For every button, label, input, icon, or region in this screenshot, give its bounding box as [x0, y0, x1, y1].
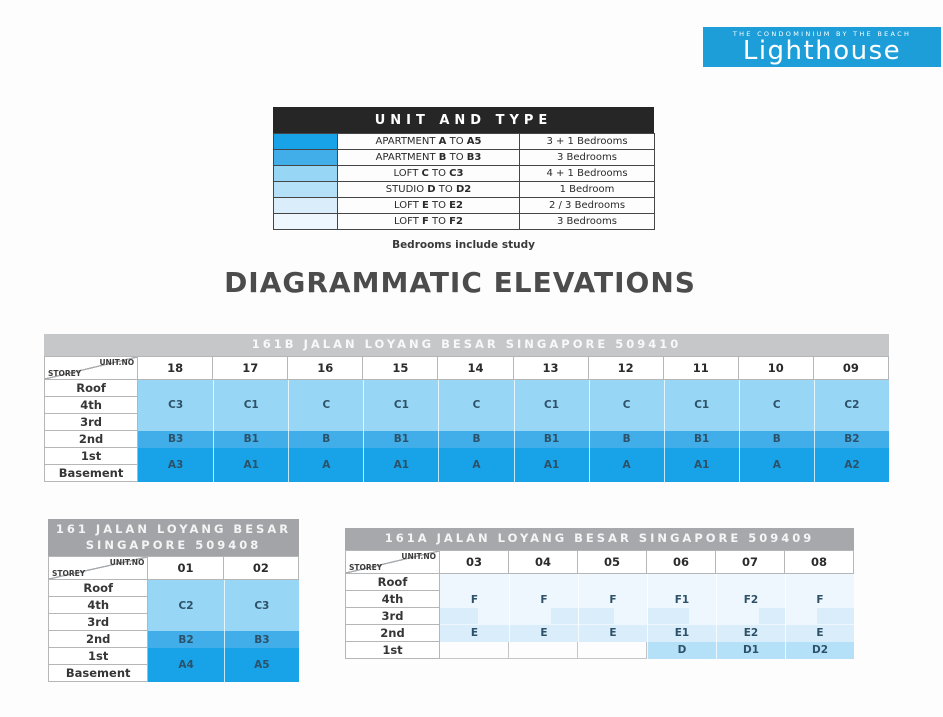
storey-label: 4th [345, 591, 440, 608]
unit-cell-label: B [472, 433, 481, 446]
storey-label: 2nd [44, 431, 138, 448]
unit-cell-b1 [664, 431, 739, 448]
empty-cell [578, 642, 647, 659]
storey-label: 3rd [44, 414, 138, 431]
loft-step-cell [509, 608, 578, 625]
loft-step-block [579, 608, 614, 624]
unit-cell-b1 [514, 431, 589, 448]
storey-label: 4th [48, 597, 148, 614]
legend-color-swatch [274, 150, 338, 166]
page-title: DIAGRAMMATIC ELEVATIONS [224, 266, 696, 299]
storey-label: 4th [44, 397, 138, 414]
storey-label: Basement [44, 465, 138, 482]
elevation-table-161b [44, 334, 889, 482]
unit-cell-c2 [148, 580, 223, 631]
unit-cell-a1 [363, 448, 438, 482]
storey-label: Basement [48, 665, 148, 682]
unit-cell-label: C [322, 399, 331, 412]
unit-cell-b3 [224, 631, 299, 648]
unit-cell-label: C3 [254, 599, 270, 612]
unit-cell-f [785, 574, 854, 608]
corner-storey-label: STOREY [349, 562, 383, 572]
legend-unit-name: LOFT F TO F2 [338, 214, 520, 230]
unit-cell-c [739, 380, 814, 431]
unit-cell-label: A3 [167, 458, 184, 471]
unit-cell-c [589, 380, 664, 431]
unit-cell-b [288, 431, 363, 448]
unit-number: 15 [363, 356, 438, 380]
corner-unit-no-label: UNIT.NO [99, 357, 135, 367]
legend-color-swatch [274, 134, 338, 150]
unit-cell-label: A1 [243, 458, 259, 471]
unit-cell-a5 [224, 648, 299, 682]
unit-cell-label: F1 [674, 593, 690, 606]
loft-step-cell [647, 608, 716, 625]
elevation-table-161 [48, 519, 299, 682]
unit-cell-label: A1 [393, 458, 410, 471]
unit-cell-label: B2 [178, 633, 194, 646]
unit-cell-label: B [322, 433, 331, 446]
unit-number: 03 [440, 550, 509, 574]
unit-cell-label: A1 [543, 458, 560, 471]
unit-cell-f [440, 574, 509, 608]
unit-cell-label: C2 [178, 599, 194, 612]
unit-cell-a1 [514, 448, 589, 482]
unit-cell-e [440, 625, 509, 642]
unit-cell-a [438, 448, 513, 482]
storey-row [48, 648, 299, 665]
unit-cell-label: C2 [844, 399, 860, 412]
storey-label: 3rd [48, 614, 148, 631]
unit-cell-a [589, 448, 664, 482]
unit-cell-d [647, 642, 716, 659]
legend-unit-name: LOFT E TO E2 [338, 198, 520, 214]
unit-number: 16 [288, 356, 363, 380]
legend-bedrooms: 3 Bedrooms [520, 150, 655, 166]
unit-cell-f [578, 574, 647, 608]
unit-cell-d1 [716, 642, 785, 659]
unit-cell-label: C1 [243, 399, 259, 412]
unit-number: 13 [514, 356, 589, 380]
legend-bedrooms: 1 Bedroom [520, 182, 655, 198]
unit-cell-e [785, 625, 854, 642]
legend-row [274, 134, 655, 150]
unit-cell-b2 [148, 631, 223, 648]
unit-cell-label: B [772, 433, 781, 446]
unit-cell-b [438, 431, 513, 448]
legend-row [274, 198, 655, 214]
loft-step-block [817, 608, 854, 624]
unit-number: 06 [647, 550, 716, 574]
elevation-grid [48, 556, 299, 682]
unit-cell-label: B1 [694, 433, 710, 446]
corner-storey-label: STOREY [48, 368, 82, 378]
unit-cell-b [589, 431, 664, 448]
unit-number: 12 [589, 356, 664, 380]
storey-row [48, 580, 299, 597]
unit-cell-c1 [514, 380, 589, 431]
unit-number: 18 [138, 356, 213, 380]
unit-cell-label: C [772, 399, 781, 412]
unit-cell-label: E2 [743, 627, 759, 640]
legend-color-swatch [274, 166, 338, 182]
corner-storey-label: STOREY [52, 569, 86, 579]
unit-cell-b3 [138, 431, 213, 448]
legend-table [273, 133, 655, 230]
unit-cell-a1 [664, 448, 739, 482]
loft-step-block [759, 608, 785, 624]
loft-step-cell [716, 608, 785, 625]
legend-row [274, 214, 655, 230]
unit-cell-f [509, 574, 578, 608]
corner-cell [48, 556, 148, 580]
unit-number: 07 [716, 550, 785, 574]
unit-cell-label: E [816, 627, 824, 640]
building-title-bar [345, 528, 854, 550]
storey-row [345, 642, 854, 659]
unit-cell-label: B3 [254, 633, 270, 646]
unit-cell-a1 [213, 448, 288, 482]
unit-cell-b1 [363, 431, 438, 448]
unit-cell-label: A1 [693, 458, 710, 471]
legend-title: UNIT AND TYPE [273, 107, 654, 133]
unit-cell-label: A [472, 458, 481, 471]
unit-cell-c3 [138, 380, 213, 431]
storey-row [48, 631, 299, 648]
unit-cell-label: E [470, 627, 479, 640]
unit-number: 11 [664, 356, 739, 380]
storey-row [345, 625, 854, 642]
legend-row [274, 150, 655, 166]
storey-row [44, 380, 889, 397]
storey-label: 2nd [345, 625, 440, 642]
unit-cell-c1 [213, 380, 288, 431]
unit-number: 10 [739, 356, 814, 380]
loft-step-cell [578, 608, 647, 625]
storey-label: Roof [48, 580, 148, 597]
building-title-line: 161 JALAN LOYANG BESAR [55, 522, 292, 536]
corner-cell [44, 356, 138, 380]
unit-cell-label: F [816, 593, 824, 606]
unit-cell-e [578, 625, 647, 642]
legend-bedrooms: 2 / 3 Bedrooms [520, 198, 655, 214]
corner-unit-no-label: UNIT.NO [109, 558, 145, 568]
loft-step-cell [440, 608, 509, 625]
unit-cell-b [739, 431, 814, 448]
unit-cell-c1 [664, 380, 739, 431]
elevation-table-161a [345, 528, 854, 659]
unit-cell-e1 [647, 625, 716, 642]
unit-cell-label: C1 [694, 399, 710, 412]
legend-color-swatch [274, 182, 338, 198]
unit-number: 09 [814, 356, 889, 380]
building-title-line: 161B JALAN LOYANG BESAR SINGAPORE 509410 [251, 337, 682, 351]
building-title-bar [44, 334, 889, 356]
loft-step-cell [785, 608, 854, 625]
unit-cell-c [288, 380, 363, 431]
unit-cell-label: B2 [844, 433, 860, 446]
storey-row [345, 608, 854, 625]
unit-cell-b2 [814, 431, 889, 448]
unit-cell-label: C3 [168, 399, 184, 412]
storey-label: 1st [44, 448, 138, 465]
storey-label: 3rd [345, 608, 440, 625]
legend-color-swatch [274, 198, 338, 214]
storey-label: Roof [44, 380, 138, 397]
lighthouse-logo [703, 27, 941, 67]
building-title-bar [48, 519, 299, 556]
storey-label: 1st [345, 642, 440, 659]
storey-row [345, 574, 854, 591]
unit-cell-label: A5 [254, 659, 270, 672]
storey-row [44, 448, 889, 465]
legend-unit-name: APARTMENT B TO B3 [338, 150, 520, 166]
unit-cell-label: D2 [811, 644, 829, 657]
unit-cell-a [739, 448, 814, 482]
unit-cell-c1 [363, 380, 438, 431]
unit-cell-f1 [647, 574, 716, 608]
unit-number: 05 [578, 550, 647, 574]
unit-cell-e2 [716, 625, 785, 642]
corner-unit-no-label: UNIT.NO [401, 551, 436, 561]
unit-type-legend [273, 107, 654, 251]
legend-bedrooms: 3 Bedrooms [520, 214, 655, 230]
empty-cell [509, 642, 578, 659]
unit-cell-label: A4 [178, 659, 194, 672]
unit-cell-label: A2 [844, 458, 860, 471]
unit-cell-label: E [540, 627, 548, 640]
unit-cell-label: A [772, 458, 781, 471]
unit-cell-label: B1 [543, 433, 560, 446]
unit-cell-label: B3 [167, 433, 184, 446]
unit-cell-label: B1 [243, 433, 259, 446]
unit-cell-label: F [609, 593, 617, 606]
building-title-line: 161A JALAN LOYANG BESAR SINGAPORE 509409 [384, 531, 815, 545]
loft-step-block [648, 608, 689, 624]
unit-number: 01 [148, 556, 223, 580]
unit-cell-label: A [322, 458, 331, 471]
corner-cell [345, 550, 440, 574]
storey-label: Roof [345, 574, 440, 591]
empty-cell [440, 642, 509, 659]
unit-cell-label: C [472, 399, 481, 412]
building-title-line: SINGAPORE 509408 [85, 537, 262, 552]
unit-cell-label: B1 [393, 433, 410, 446]
unit-cell-label: C [622, 399, 631, 412]
unit-number: 14 [438, 356, 513, 380]
unit-cell-label: D1 [742, 644, 760, 657]
unit-cell-label: C1 [544, 399, 560, 412]
storey-label: 1st [48, 648, 148, 665]
unit-cell-label: D [677, 644, 687, 657]
unit-number: 04 [509, 550, 578, 574]
loft-step-block [551, 608, 578, 624]
unit-number: 17 [213, 356, 288, 380]
unit-cell-c2 [814, 380, 889, 431]
unit-cell-label: E1 [674, 627, 690, 640]
unit-cell-a3 [138, 448, 213, 482]
legend-bedrooms: 4 + 1 Bedrooms [520, 166, 655, 182]
unit-cell-label: F2 [743, 593, 759, 606]
elevation-grid [345, 550, 854, 659]
unit-cell-label: F [470, 593, 479, 606]
unit-cell-label: A [622, 458, 631, 471]
storey-label: 2nd [48, 631, 148, 648]
storey-row [44, 431, 889, 448]
unit-cell-c [438, 380, 513, 431]
legend-row [274, 182, 655, 198]
legend-row [274, 166, 655, 182]
unit-cell-e [509, 625, 578, 642]
unit-cell-label: B [622, 433, 631, 446]
unit-cell-a4 [148, 648, 223, 682]
unit-cell-label: C1 [393, 399, 409, 412]
legend-color-swatch [274, 214, 338, 230]
loft-step-block [440, 608, 478, 624]
elevation-grid [44, 356, 889, 482]
legend-unit-name: LOFT C TO C3 [338, 166, 520, 182]
logo-name: Lighthouse [742, 36, 902, 66]
unit-cell-label: E [609, 627, 617, 640]
unit-cell-d2 [785, 642, 854, 659]
unit-number: 02 [224, 556, 299, 580]
legend-bedrooms: 3 + 1 Bedrooms [520, 134, 655, 150]
unit-cell-c3 [224, 580, 299, 631]
legend-unit-name: APARTMENT A TO A5 [338, 134, 520, 150]
unit-cell-a [288, 448, 363, 482]
unit-number: 08 [785, 550, 854, 574]
unit-cell-f2 [716, 574, 785, 608]
logo-tagline: THE CONDOMINIUM BY THE BEACH [732, 30, 912, 38]
unit-cell-a2 [814, 448, 889, 482]
unit-cell-b1 [213, 431, 288, 448]
legend-footnote: Bedrooms include study [392, 239, 535, 251]
legend-unit-name: STUDIO D TO D2 [338, 182, 520, 198]
unit-cell-label: F [540, 593, 548, 606]
